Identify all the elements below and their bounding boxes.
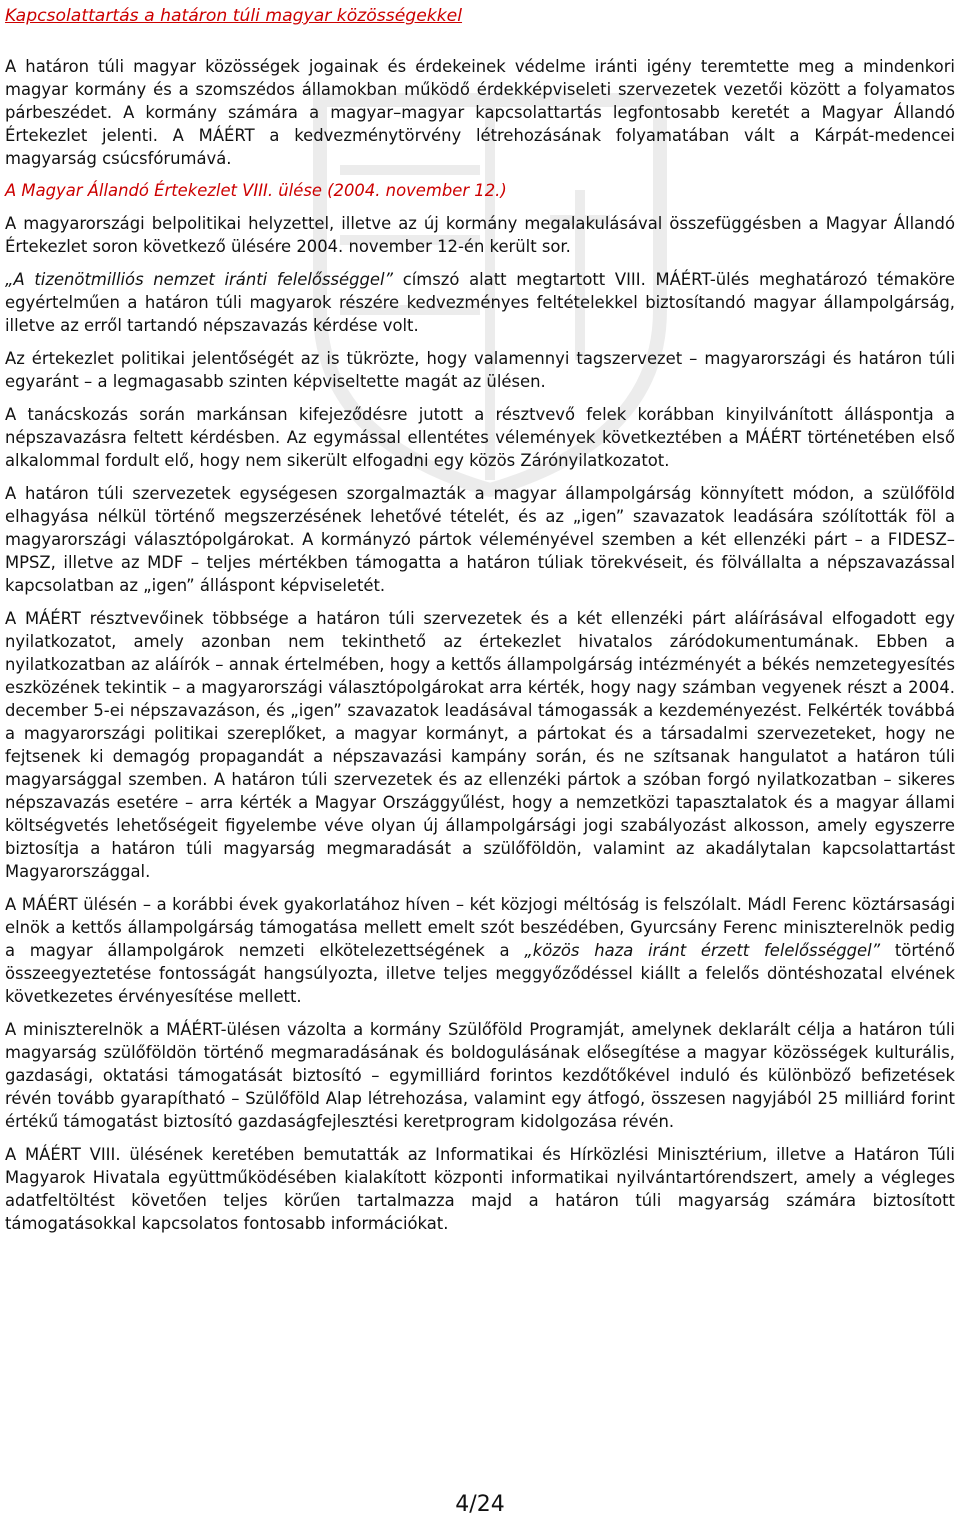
paragraph-4: A tanácskozás során markánsan kifejeződésre jutott a résztvevő felek korábban kinyilvánított álláspontja a népszavazásra feltett kérdésben. Az egymással ellentétes vélemények következtében a MÁÉRT történetében első alkalommal fordult elő, hogy nem sikerült elfogadni egy közös Zárónyilatkozatot.	[5, 405, 955, 470]
section-title: A Magyar Állandó Értekezlet VIII. ülése (2004. november 12.)	[5, 181, 507, 200]
page-number: 4/24	[455, 1492, 505, 1517]
paragraph-1: A magyarországi belpolitikai helyzettel, illetve az új kormány megalakulásával összefüggésben a Magyar Állandó Értekezlet soron következő ülésére 2004. november 12-én került sor.	[5, 214, 955, 256]
paragraph-7	[5, 893, 955, 1008]
document-page	[5, 0, 955, 1235]
paragraph-2	[5, 268, 955, 337]
paragraph-2-text: címszó alatt megtartott VIII. MÁÉRT-ülés meghatározó témaköre egyértelműen a határon túli magyarok részére kedvezményes feltételekkel biztosítandó magyar állampolgárság, illetve az erről tartandó népszavazás kérdése volt.	[5, 270, 955, 335]
paragraph-7-text-a: A MÁÉRT ülésén – a korábbi évek gyakorlatához híven – két közjogi méltóság is felszólalt. Mádl Ferenc köztársasági elnök a kettős állampolgárság támogatása mellett emelt szót beszédében, Gyurcsány Ferenc miniszterelnök pedig a magyar állampolgárok nemzeti elkötelezettségének a	[5, 895, 955, 960]
paragraph-5: A határon túli szervezetek egységesen szorgalmazták a magyar állampolgárság könnyített módon, a szülőföld elhagyása nélkül történő megszerzésének lehetővé tételét, és az „igen” szavazatok leadására szólították föl a magyarországi választópolgárokat. A kormányzó pártok véleményével szemben a két ellenzéki párt – a FIDESZ–MPSZ, illetve az MDF – teljes mértékben támogatta a határon túliak törekvéseit, és fölvállalta a népszavazással kapcsolatban az „igen” álláspont képviseletét.	[5, 484, 955, 595]
paragraph-3: Az értekezlet politikai jelentőségét az is tükrözte, hogy valamennyi tagszervezet – magyarországi és határon túli egyaránt – a legmagasabb szinten képviseltette magát az ülésen.	[5, 349, 955, 391]
paragraph-7-text-b: történő összeegyeztetése fontosságát hangsúlyozta, illetve teljes meggyőződéssel kiállt a felelős döntéshozatal elvének következetes érvényesítése mellett.	[5, 941, 955, 1006]
paragraph-2-quote: „A tizenötmilliós nemzet iránti felelősséggel”	[5, 270, 394, 289]
paragraph-7-quote: „közös haza iránt érzett felelősséggel”	[524, 941, 881, 960]
paragraph-6: A MÁÉRT résztvevőinek többsége a határon túli szervezetek és a két ellenzéki párt aláírásával elfogadott egy nyilatkozatot, amely azonban nem tekinthető az értekezlet hivatalos záródokumentumának. Ebben a nyilatkozatban az aláírók – annak értelmében, hogy a kettős állampolgárság intézményét a békés nemzetegyesítés eszközének tekintik – a magyarországi választópolgárokat arra kérték, hogy nagy számban vegyenek részt a 2004. december 5-ei népszavazáson, és „igen” szavazatok leadásával támogassák a kezdeményezést. Felkérték továbbá a magyarországi politikai szereplőket, a magyar kormányt, a pártokat és a társadalmi szervezeteket, hogy ne fejtsenek ki demagóg propagandát a népszavazási kampány során, és ne szítsanak hangulatot a határon túli magyarsággal szemben. A határon túli szervezetek és az ellenzéki pártok a szóban forgó nyilatkozatban – sikeres népszavazás esetére – arra kérték a Magyar Országgyűlést, hogy a nemzetközi tapasztalatok és a magyar állami költségvetés lehetőségeit figyelembe véve olyan új állampolgársági jogi szabályozást alkosson, amely egyszerre biztosítja a határon túli magyarság megmaradását a szülőföldön, valamint az akadálytalan kapcsolattartást Magyarországgal.	[5, 609, 955, 881]
intro-paragraph: A határon túli magyar közösségek jogainak és érdekeinek védelme iránti igény teremtette meg a mindenkori magyar kormány és a szomszédos államokban működő érdekképviseleti szervezetek vezetői között a folyamatos párbeszédet. A kormány számára a magyar–magyar kapcsolattartás legfontosabb keretét a Magyar Állandó Értekezlet jelenti. A MÁÉRT a kedvezménytörvény létrehozásának folyamatában vált a Kárpát-medencei magyarság csúcsfórumává.	[5, 57, 955, 168]
paragraph-8: A miniszterelnök a MÁÉRT-ülésen vázolta a kormány Szülőföld Programját, amelynek deklarált célja a határon túli magyarság szülőföldön történő megmaradásának és boldogulásának elősegítése a magyar közösségek kulturális, gazdasági, oktatási támogatását biztosító – egymilliárd forintos kezdőtőkével induló és különböző befizetések révén tovább gyarapítható – Szülőföld Alap létrehozása, valamint egy átfogó, összesen nagyjából 25 milliárd forint értékű támogatást biztosító gazdaságfejlesztési keretprogram kidolgozása révén.	[5, 1020, 955, 1131]
document-title: Kapcsolattartás a határon túli magyar közösségekkel	[5, 6, 463, 26]
paragraph-9: A MÁÉRT VIII. ülésének keretében bemutatták az Informatikai és Hírközlési Minisztérium, illetve a Határon Túli Magyarok Hivatala együttműködésében kialakított központi informatikai nyilvántartórendszert, amely a végleges adatfeltöltést követően teljes körűen tartalmazza majd a határon túli magyarság számára biztosított támogatásokkal kapcsolatos fontosabb információkat.	[5, 1145, 955, 1233]
